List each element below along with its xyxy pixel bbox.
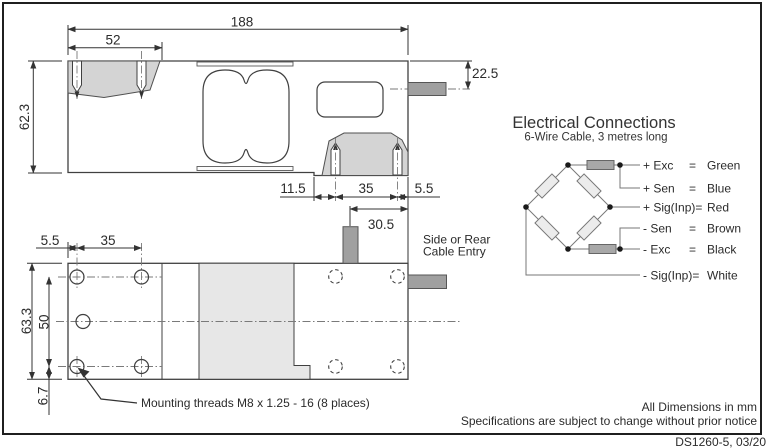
bridge-nodes [523,162,623,252]
dim-52: 52 [105,32,121,48]
wire-label: + Sen [643,181,675,196]
bridge-resistor [577,216,601,240]
bridge-resistor [535,216,559,240]
dim-188: 188 [230,14,254,30]
thread-depth-arrow [75,92,80,99]
bridge-resistor [577,174,601,198]
mounting-note: Mounting threads M8 x 1.25 - 16 (8 places) [141,396,370,410]
wire-label: - Exc [643,242,671,257]
wire-label: - Sig(Inp)= [643,268,700,283]
cable-side-entry [343,227,358,264]
wire-color: Black [707,242,737,257]
dim-35: 35 [358,181,374,196]
cable-entry-note-2: Cable Entry [423,244,486,259]
wire-color: White [707,268,738,283]
dim-63-3: 63.3 [19,307,34,335]
cable-entry-note-1: Side or Rear [423,232,491,247]
thread-depth-arrow [139,92,144,99]
bottom-gauge-slot [197,167,293,171]
dim-22-5: 22.5 [472,66,499,81]
leader-line [79,369,137,403]
hidden-hole [391,270,405,284]
wire-color: Brown [707,221,742,236]
top-view [19,206,490,415]
wire-eq: = [689,242,697,257]
footer-note-1: All Dimensions in mm [641,400,757,414]
cable-recess [317,82,383,117]
hidden-hole [391,360,405,374]
side-view-dimensions [17,15,498,264]
footer-note-2: Specifications are subject to change without prior notice [460,414,757,428]
dim-11-5: 11.5 [280,181,306,196]
wire-color: Blue [707,181,732,196]
link-resistor [589,245,616,254]
bridge-resistor [535,174,559,198]
wire-eq: = [689,158,697,173]
dim-top-35: 35 [100,233,116,248]
top-gauge-slot [197,62,293,66]
electrical-title: Electrical Connections [512,114,676,132]
dim-30-5: 30.5 [367,217,395,232]
electrical-connections [512,114,741,283]
cable-rear-top [408,275,447,289]
cable-rear [408,83,446,96]
dim-top-5-5: 5.5 [40,233,60,248]
wire-legend [643,159,741,283]
wire-eq: = [689,221,697,236]
side-view [17,15,498,264]
dim-6-7: 6.7 [35,386,51,406]
wire-eq: = [689,181,697,196]
wire-label: - Sen [643,221,672,236]
hidden-hole [329,270,343,284]
dim-62-3: 62.3 [17,103,32,131]
dim-5-5: 5.5 [414,181,434,196]
link-resistor [587,161,614,170]
wire-label: + Exc [643,158,674,173]
hidden-hole [329,360,343,374]
footer [461,400,766,448]
binocular-cutout [203,70,289,163]
dim-50: 50 [36,314,52,330]
doc-reference: DS1260-5, 03/20 [675,435,766,448]
wire-label: + Sig(Inp)= [643,200,703,215]
wheatstone-bridge [523,161,640,276]
electrical-subtitle: 6-Wire Cable, 3 metres long [524,131,668,144]
wire-color: Red [707,200,730,215]
wire-color: Green [707,158,741,173]
